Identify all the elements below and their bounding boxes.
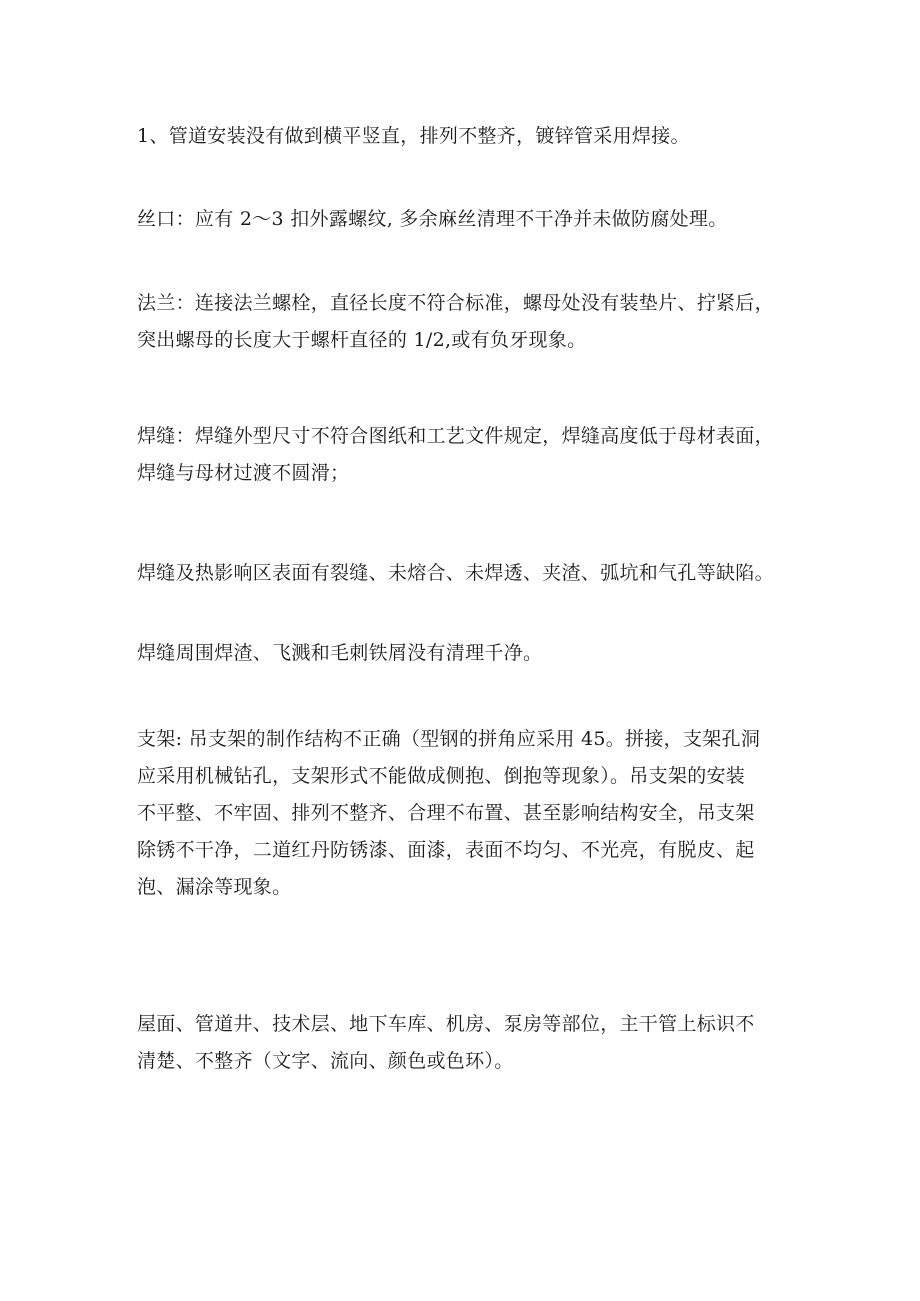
text-line: 泡、漏涂等现象。 [137, 876, 292, 898]
text-line: 应采用机械钻孔，支架形式不能做成侧抱、倒抱等现象）。吊支架的安装 [137, 765, 746, 787]
text-line: 清楚、不整齐（文字、流向、颜色或色环）。 [137, 1050, 514, 1072]
text-line: 法兰：连接法兰螺栓，直径长度不符合标准，螺母处没有装垫片、拧紧后， [137, 292, 774, 314]
text-line: 支架: 吊支架的制作结构不正确（型钢的拼角应采用 45。拼接，支架孔洞 [137, 728, 761, 750]
text-line: 屋面、管道井、技术层、地下车库、机房、泵房等部位，主干管上标识不 [137, 1013, 755, 1035]
paragraph-flange [137, 285, 797, 359]
paragraph-weld-seam [137, 418, 797, 492]
text-line: 焊缝周围焊渣、飞溅和毛刺铁屑没有清理千净。 [137, 642, 543, 664]
paragraph-support [137, 721, 797, 906]
paragraph-pipe-labeling [137, 1006, 797, 1080]
text-line: 焊缝与母材过渡不圆滑； [137, 462, 350, 484]
text-line: 丝口：应有 2～3 扣外露螺纹, 多余麻丝清理不干净并未做防腐处理。 [137, 208, 728, 230]
text-line: 不平整、不牢固、排列不整齐、合理不布置、甚至影响结构安全，吊支架 [137, 802, 755, 824]
text-line: 焊缝：焊缝外型尺寸不符合图纸和工艺文件规定，焊缝高度低于母材表面， [137, 425, 774, 447]
text-line: 除锈不干净，二道红丹防锈漆、面漆，表面不均匀、不光亮，有脱皮、起 [137, 839, 755, 861]
paragraph-pipe-installation [137, 118, 797, 155]
paragraph-weld-cleanup [137, 635, 797, 672]
text-line: 焊缝及热影响区表面有裂缝、未熔合、未焊透、夹渣、弧坑和气孔等缺陷。 [137, 562, 774, 584]
paragraph-weld-defects [137, 555, 797, 592]
text-line: 突出螺母的长度大于螺杆直径的 1/2,或有负牙现象。 [137, 329, 587, 351]
text-line: 1、管道安装没有做到横平竖直，排列不整齐，镀锌管采用焊接。 [137, 125, 690, 147]
paragraph-thread [137, 201, 797, 238]
